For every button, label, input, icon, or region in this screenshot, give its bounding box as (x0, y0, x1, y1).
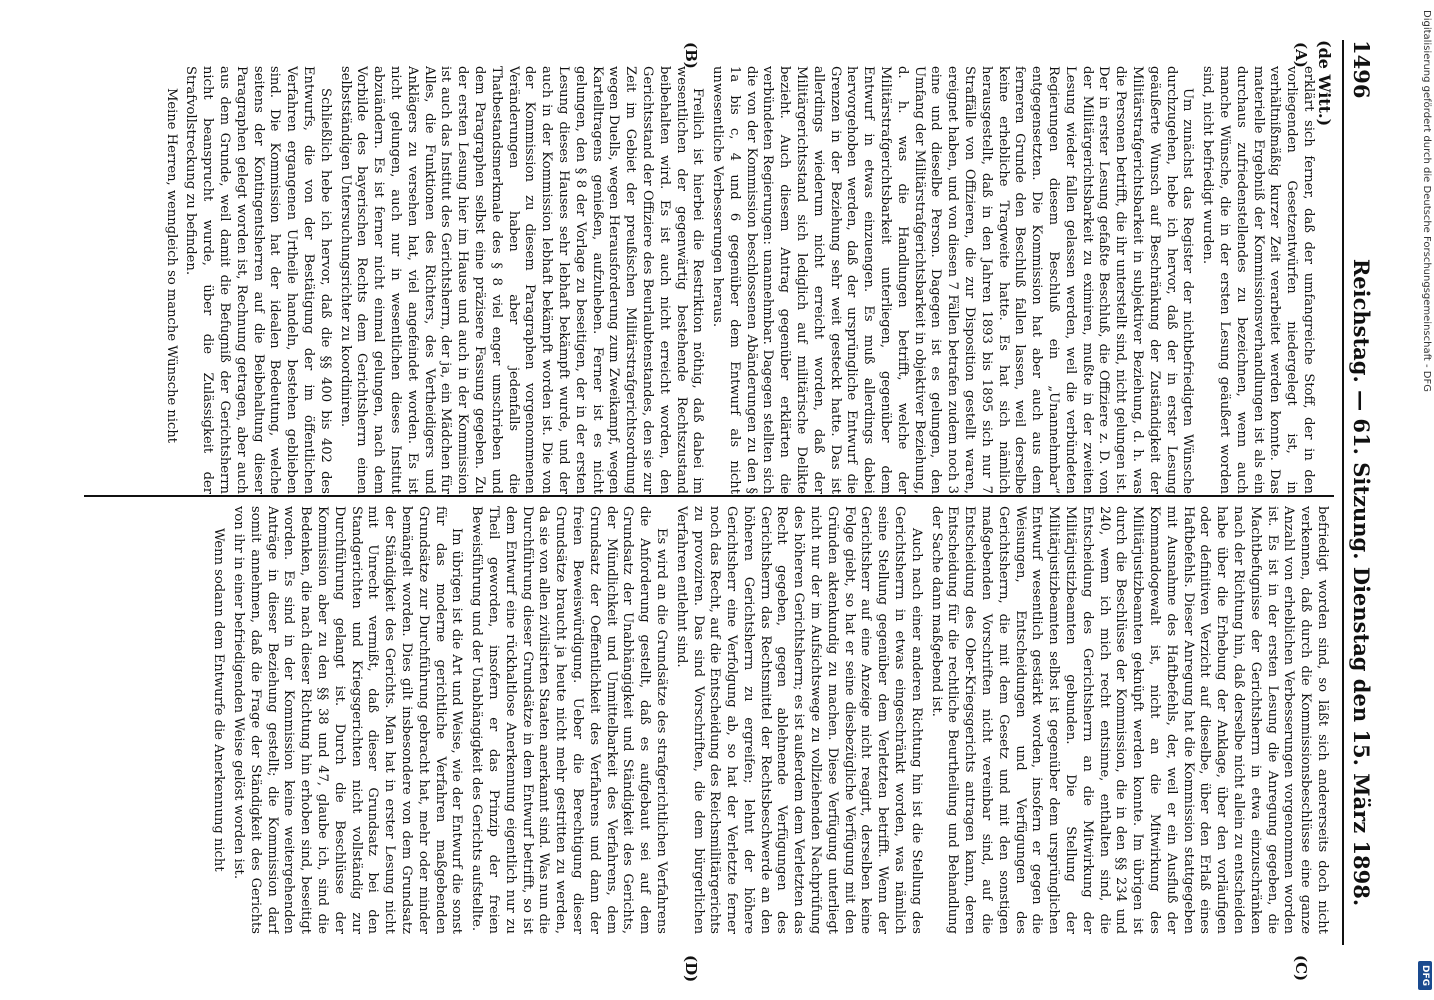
margin-marker-a: (A) (1292, 42, 1310, 68)
right-column (80, 506, 1330, 934)
running-head (1342, 40, 1382, 945)
paragraph: Im übrigen ist die Art und Weise, wie der Entwurf die sonst für das moderne gerichtliche Verfahren maßgebenden Grundsätze zur Durchführung gebracht hat, mehr oder minder bemängelt worden. Dies gilt insbesondere von dem Grundsatz der Ständigkeit des Gerichts. Man hat in erster Lesung nicht mit Unrecht vermißt, daß dieser Grundsatz bei den Standgerichten und Kriegsgerichten nicht vollständig zur Durchführung gelangt ist. Durch die Beschlüsse der Kommission aber zu den §§ 38 und 47, glaube ich, sind die Bedenken, die nach dieser Richtung hin erhoben sind, beseitigt worden. Es sind in der Kommission keine weitergehenden Anträge in dieser Beziehung gestellt; die Kommission darf somit annehmen, daß die Frage der Ständigkeit des Gerichts von ihr in einer befriedigenden Weise gelöst worden ist. (231, 506, 465, 934)
margin-marker-d: (D) (682, 955, 700, 983)
page-number: 1496 (1349, 40, 1374, 99)
paragraph: Um zunächst das Register der nichtbefriedigten Wünsche durchzugehen, hebe ich hervor, daß der in erster Lesung geäußerte Wunsch auf Beschränkung der Zuständigkeit der Militärstrafgerichtsbarkeit in subjektiver Beziehung, d. h. was die Personen betrifft, die ihr unterstellt sind, nicht gelungen ist. Der in erster Lesung gefaßte Beschluß, die Offiziere z. D. von der Militärgerichtsbarkeit zu eximiren, mußte in der zweiten Lesung wieder fallen gelassen werden, weil die verbündeten Regierungen diesem Beschluß ein „Unannehmbar“ entgegensetzten. Die Kommission hat aber auch aus dem ferneren Grunde den Beschluß fallen lassen, weil derselbe keine erhebliche Tragweite hatte. Es hat sich nämlich herausgestellt, daß in den Jahren 1893 bis 1895 sich nur 7 Straffälle von Offizieren, die zur Disposition gestellt waren, ereignet haben, und von diesen 7 Fällen betrafen zudem noch 3 eine und dieselbe Person. Dagegen ist es gelungen, den Umfang der Militärstrafgerichtsbarkeit in objektiver Beziehung, d. h. was die Handlungen betrifft, welche der Militärstrafgerichtsbarkeit unterliegen, gegenüber dem Entwurf in etwas einzuengen. Es muß allerdings dabei hervorgehoben werden, daß der ursprüngliche Entwurf die Grenzen in der Beziehung sehr weit gesteckt hatte. Das ist allerdings wiederum nicht erreicht worden, daß der Militärgerichtsstand sich lediglich auf militärische Delikte bezieht. Auch diesem Antrag gegenüber erklärten die verbündeten Regierungen: unannehmbar. Dagegen stellten sich die von der Kommission beschlossenen Abänderungen zu den § 1a bis c, 4 und 6 gegenüber dem Entwurf als nicht unwesentliche Verbesserungen heraus. (710, 66, 1196, 494)
paragraph: Schließlich hebe ich hervor, daß die §§ 400 bis 402 des Entwurfs, die von der Bestätigung der im öffentlichen Verfahren ergangenen Urtheile handeln, bestehen geblieben sind. Die Kommission hat der idealen Bedeutung, welche seitens der Kontingentsherren auf die Beibehaltung dieser Paragraphen gelegt worden ist, Rechnung getragen, aber auch aus dem Grunde, weil damit die Befugniß der Gerichtsherrn nicht beansprucht wurde, über die Zulässigkeit der Strafvollstreckung zu befinden. (183, 66, 333, 494)
column-divider (84, 495, 1334, 497)
dfg-logo: DFG (1418, 961, 1432, 990)
page-title: Reichstag. — 61. Sitzung. Dienstag den 15. März 1898. (1349, 258, 1374, 907)
margin-marker-b: (B) (682, 42, 700, 69)
left-column (76, 66, 1316, 494)
paragraph: erklärt sich ferner, daß der umfangreiche Stoff, der in den vorliegenden Gesetzentwürfen niedergelegt ist, in verhältnißmäßig kurzer Zeit verarbeitet werden konnte. Das materielle Ergebniß der Kommissionsverhandlungen ist als ein durchaus zufriedenstellendes zu bezeichnen, wenn auch manche Wünsche, die in der ersten Lesung geäußert worden sind, nicht befriedigt wurden. (1200, 66, 1316, 494)
digitization-notice: Digitalisierung gefördert durch die Deutsche Forschungsgemeinschaft - DFG (1421, 10, 1432, 393)
paragraph: Auch nach einer anderen Richtung hin ist die Stellung des Gerichtsherrn in etwas eingeschränkt worden, was nämlich seine Stellung gegenüber dem Verletzten betrifft. Wenn der Gerichtsherr auf eine Anzeige nicht reagirt, derselben keine Folge giebt, so hat er seine diesbezügliche Verfügung mit den Gründen aktenkundig zu machen. Diese Verfügung unterliegt nicht nur der im Aufsichtswege zu vollziehenden Nachprüfung des höheren Gerichtsherrn; es ist außerdem dem Verletzten das Recht gegeben, gegen ablehnende Verfügungen des Gerichtsherrn das Rechtsmittel der Rechtsbeschwerde an den höheren Gerichtsherrn zu ergreifen; lehnt der höhere Gerichtsherr eine Verfolgung ab, so hat der Verletzte ferner noch das Recht, auf die Entscheidung des Reichsmilitärgerichts zu provoziren. Das sind Vorschriften, die dem bürgerlichen Verfahren entlehnt sind. (673, 506, 924, 934)
margin-marker-c: (C) (1292, 955, 1310, 982)
paragraph: befriedigt worden sind, so läßt sich andererseits doch nicht verkennen, daß durch die Kommissionsbeschlüsse eine ganze Anzahl von erheblichen Verbesserungen vorgenommen worden ist. Es ist in der ersten Lesung die Anregung gegeben, die Machtbefugnisse der Gerichtsherrn in etwa einzuschränken nach der Richtung hin, daß derselbe nicht allein zu entscheiden habe über die Erhebung der Anklage, über den vorläufigen oder definitiven Verzicht auf dieselbe, über den Erlaß eines Haftbefehls. Dieser Anregung hat die Kommission stattgegeben mit Ausnahme des Haftbefehls, der, weil er ein Ausfluß der Kommandogewalt ist, nicht an die Mitwirkung des Militärjustizbeamten geknüpft werden konnte. Im übrigen ist durch die Beschlüsse der Kommission, die in den §§ 234 und 240, wenn ich mich recht entsinne, enthalten sind, die Entscheidung des Gerichtsherrn an die Mitwirkung der Militärjustizbeamten gebunden. Die Stellung der Militärjustizbeamten selbst ist gegenüber dem ursprünglichen Entwurf wesentlich gestärkt worden, insofern er gegen die Weisungen, Entscheidungen und Verfügungen des Gerichtsherrn, die mit dem Gesetz und mit den sonstigen maßgebenden Vorschriften nicht vereinbar sind, auf die Entscheidung des Ober-Kriegsgerichts antragen kann, deren Entscheidung für die rechtliche Beurtheilung und Behandlung der Sache dann maßgebend ist. (928, 506, 1330, 934)
speaker-label: (de Witt.) (1315, 40, 1334, 127)
paragraph: Es wird an die Grundsätze des strafgerichtlichen Verfahrens die Anforderung gestellt, daß es aufgebaut sei auf dem Grundsatz der Unabhängigkeit und Ständigkeit des Gerichts, der Mündlichkeit und Unmittelbarkeit des Verfahrens, dem Grundsatz der Oeffentlichkeit des Verfahrens und dann der freien Beweiswürdigung. Ueber die Berechtigung dieser Grundsätze braucht ja heute nicht mehr gestritten zu werden, da sie von allen zivilisirten Staaten anerkannt sind. Was nun die Durchführung dieser Grundsätze in dem Entwurf betrifft, so ist dem Entwurf eine rückhaltlose Anerkennung eigentlich nur zu Theil geworden, insofern er das Prinzip der freien Beweisführung und der Unabhängigkeit des Gerichts aufstellte. (469, 506, 669, 934)
paragraph: Freilich ist hierbei die Restriktion nöthig, daß dabei im wesentlichen der gegenwärtig bestehende Rechtszustand beibehalten wird. Es ist auch nicht erreicht worden, den Gerichtsstand der Offiziere des Beurlaubtenstandes, den sie zur Zeit im Gebiet der preußischen Militärstrafgerichtsordnung wegen Duells, wegen Herausforderung zum Zweikampf, wegen Kartelltragens genießen, aufzuheben. Ferner ist es nicht gelungen, den § 8 der Vorlage zu beseitigen, der in der ersten Lesung dieses Hauses sehr lebhaft bekämpft wurde, und der auch in der Kommission lebhaft bekämpft worden ist. Die von der Kommission zu diesem Paragraphen vorgenommenen Veränderungen haben aber jedenfalls die Thatbestandsmerkmale des § 8 viel enger umschrieben und dem Paragraphen selbst eine präzisere Fassung gegeben. Zu der ersten Lesung hier im Hause und auch in der Kommission ist auch das Institut des Gerichtsherrn, der ja, ein Mädchen für Alles, die Funktionen des Richters, des Vertheidigers und Anklägers zu versehen hat, viel angefeindet worden. Es ist nicht gelungen, auch nur in wesentlichen dieses Institut abzuändern. Es ist ferner nicht einmal gelungen, nach dem Vorbilde des bayerischen Rechts dem Gerichtsherrn einen selbstständigen Untersuchungsrichter zu koordiniren. (337, 66, 706, 494)
paragraph: Meine Herren, wenngleich so manche Wünsche nicht (163, 88, 179, 444)
digitization-stamp (1412, 10, 1432, 990)
paragraph: Wenn sodann dem Entwurfe die Anerkennung nicht (211, 528, 227, 872)
